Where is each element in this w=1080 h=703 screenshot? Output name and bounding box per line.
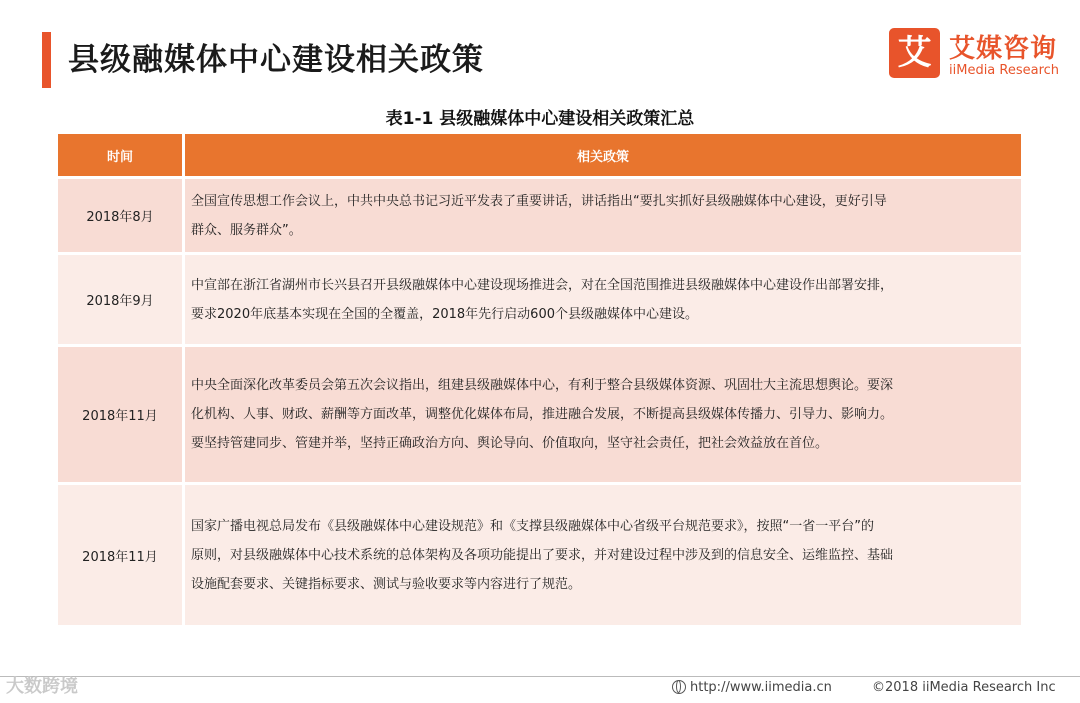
logo-english-name: iiMedia Research (949, 63, 1060, 78)
row-time: 2018年11月 (58, 347, 182, 482)
table-row (58, 176, 1021, 252)
table-row (58, 252, 1021, 344)
policy-table (58, 134, 1021, 625)
footer-divider (0, 676, 1080, 677)
row-time: 2018年9月 (58, 255, 182, 344)
iimedia-logo (889, 28, 1069, 84)
logo-chinese-name: 艾媒咨询 (949, 34, 1058, 64)
policy-line: 中央全面深化改革委员会第五次会议指出，组建县级融媒体中心，有利于整合县级媒体资源、巩固壮大主流思想舆论。要深 (191, 378, 894, 393)
row-time: 2018年11月 (58, 485, 182, 625)
policy-line: 群众、服务群众”。 (191, 222, 302, 238)
globe-icon (672, 680, 686, 694)
footer-url-text: http://www.iimedia.cn (690, 680, 832, 695)
policy-line: 中宣部在浙江省湖州市长兴县召开县级融媒体中心建设现场推进会，对在全国范围推进县级融媒体中心建设作出部署安排， (191, 277, 894, 293)
policy-line: 要求2020年底基本实现在全国的全覆盖，2018年先行启动600个县级融媒体中心建设。 (191, 306, 698, 322)
table-header-row (58, 134, 1021, 176)
table-row (58, 482, 1021, 625)
policy-line: 原则，对县级融媒体中心技术系统的总体架构及各项功能提出了要求，并对建设过程中涉及到的信息安全、运维监控、基础 (191, 547, 894, 563)
row-policy (185, 485, 1021, 625)
row-policy (185, 179, 1021, 252)
footer-copyright: ©2018 iiMedia Research Inc (872, 680, 1056, 695)
policy-line: 国家广播电视总局发布《县级融媒体中心建设规范》和《支撑县级融媒体中心省级平台规范要求》，按照“一省一平台”的 (191, 518, 874, 534)
table-caption: 表1-1 县级融媒体中心建设相关政策汇总 (385, 109, 695, 129)
table-row (58, 344, 1021, 482)
page-title: 县级融媒体中心建设相关政策 (68, 42, 484, 78)
policy-line: 设施配套要求、关键指标要求、测试与验收要求等内容进行了规范。 (191, 576, 582, 592)
footer-url[interactable] (672, 680, 832, 695)
column-header-policy: 相关政策 (185, 134, 1021, 176)
policy-line: 要坚持管建同步、管建并举，坚持正确政治方向、舆论导向、价值取向，坚守社会责任，把社会效益放在首位。 (191, 436, 829, 451)
policy-line: 全国宣传思想工作会议上，中共中央总书记习近平发表了重要讲话，讲话指出“要扎实抓好县级融媒体中心建设，更好引导 (191, 193, 887, 209)
policy-line: 化机构、人事、财政、薪酬等方面改革，调整优化媒体布局，推进融合发展，不断提高县级媒体传播力、引导力、影响力。 (191, 407, 894, 422)
row-time: 2018年8月 (58, 179, 182, 252)
row-policy (185, 255, 1021, 344)
column-header-time: 时间 (58, 134, 182, 176)
title-accent-bar (42, 32, 51, 88)
row-policy (185, 347, 1021, 482)
logo-mark: 艾 (889, 28, 940, 78)
watermark: 大数跨境 (6, 676, 78, 697)
